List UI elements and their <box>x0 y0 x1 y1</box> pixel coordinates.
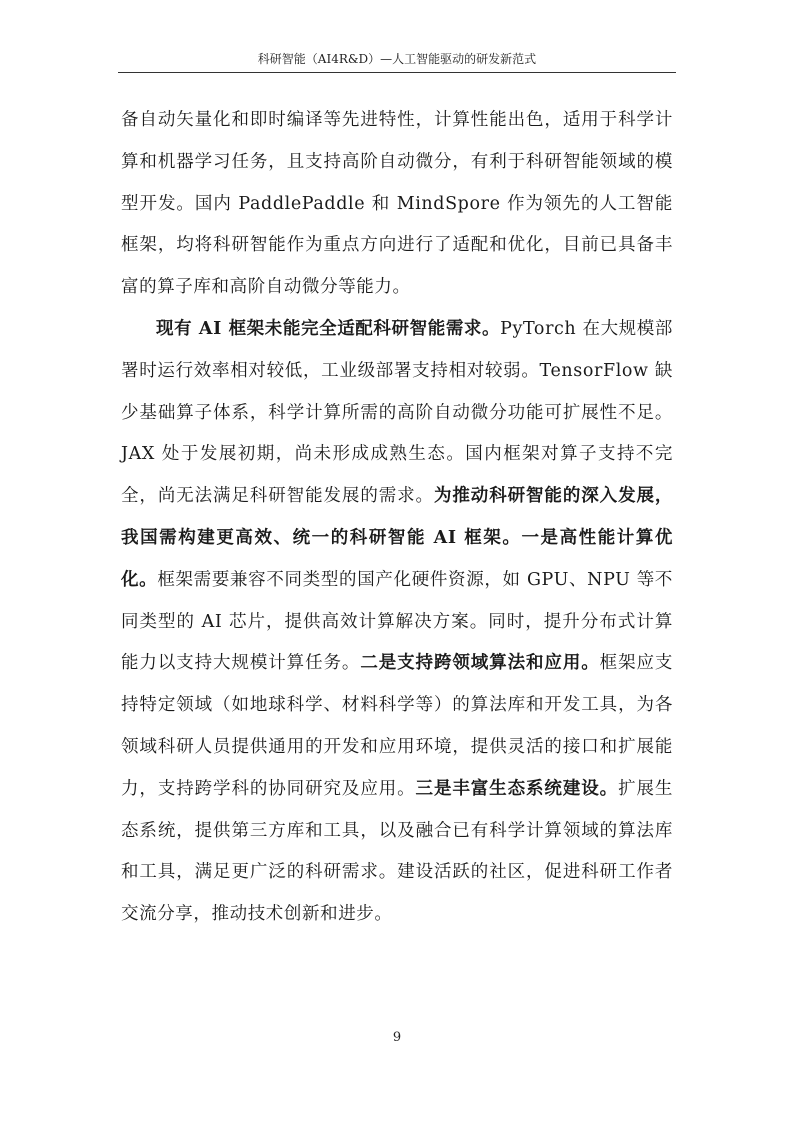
header-rule <box>118 72 676 73</box>
paragraph-text: 扩展生态系统，提供第三方库和工具，以及融合已有科学计算领域的算法库和工具，满足更广泛的科研需求。建设活跃的社区，促进科研工作者交流分享，推动技术创新和进步。 <box>121 778 673 925</box>
running-header: 科研智能（AI4R&D）—人工智能驱动的研发新范式 <box>257 52 537 66</box>
bold-recommendation: 为推动科研智能的深入发展，我国需构建更高效、统一的科研智能 AI 框架。一是高性能计算优化。 <box>121 486 673 590</box>
paragraph-continuation: 备自动矢量化和即时编译等先进特性，计算性能出色，适用于科学计算和机器学习任务，且支持高阶自动微分，有利于科研智能领域的模型开发。国内 PaddlePaddle 和 MindSpore 作为领先的人工智能框架，均将科研智能作为重点方向进行了适配和优化，目前已具备丰富的算子库和高阶自动微分等能力。 <box>121 110 673 298</box>
bold-lead-sentence: 现有 AI 框架未能完全适配科研智能需求。 <box>156 318 501 339</box>
paragraph-text: 框架应支持特定领域（如地球科学、材料科学等）的算法库和开发工具，为各领域科研人员提供通用的开发和应用环境，提供灵活的接口和扩展能力，支持跨学科的协同研究及应用。 <box>121 653 673 799</box>
bold-point-three: 三是丰富生态系统建设。 <box>415 778 619 799</box>
paragraph-ai-framework <box>121 309 673 936</box>
bold-point-two: 二是支持跨领域算法和应用。 <box>360 653 600 674</box>
page-number: 9 <box>392 1030 402 1045</box>
paragraph-text: 框架需要兼容不同类型的国产化硬件资源，如 GPU、NPU 等不同类型的 AI 芯片，提供高效计算解决方案。同时，提升分布式计算能力以支持大规模计算任务。 <box>121 569 673 674</box>
body-text <box>121 100 673 936</box>
paragraph-text: PyTorch 在大规模部署时运行效率相对较低，工业级部署支持相对较弱。TensorFlow 缺少基础算子体系，科学计算所需的高阶自动微分功能可扩展性不足。JAX 处于发展初期，尚未形成成熟生态。国内框架对算子支持不完全，尚无法满足科研智能发展的需求。 <box>121 318 673 507</box>
